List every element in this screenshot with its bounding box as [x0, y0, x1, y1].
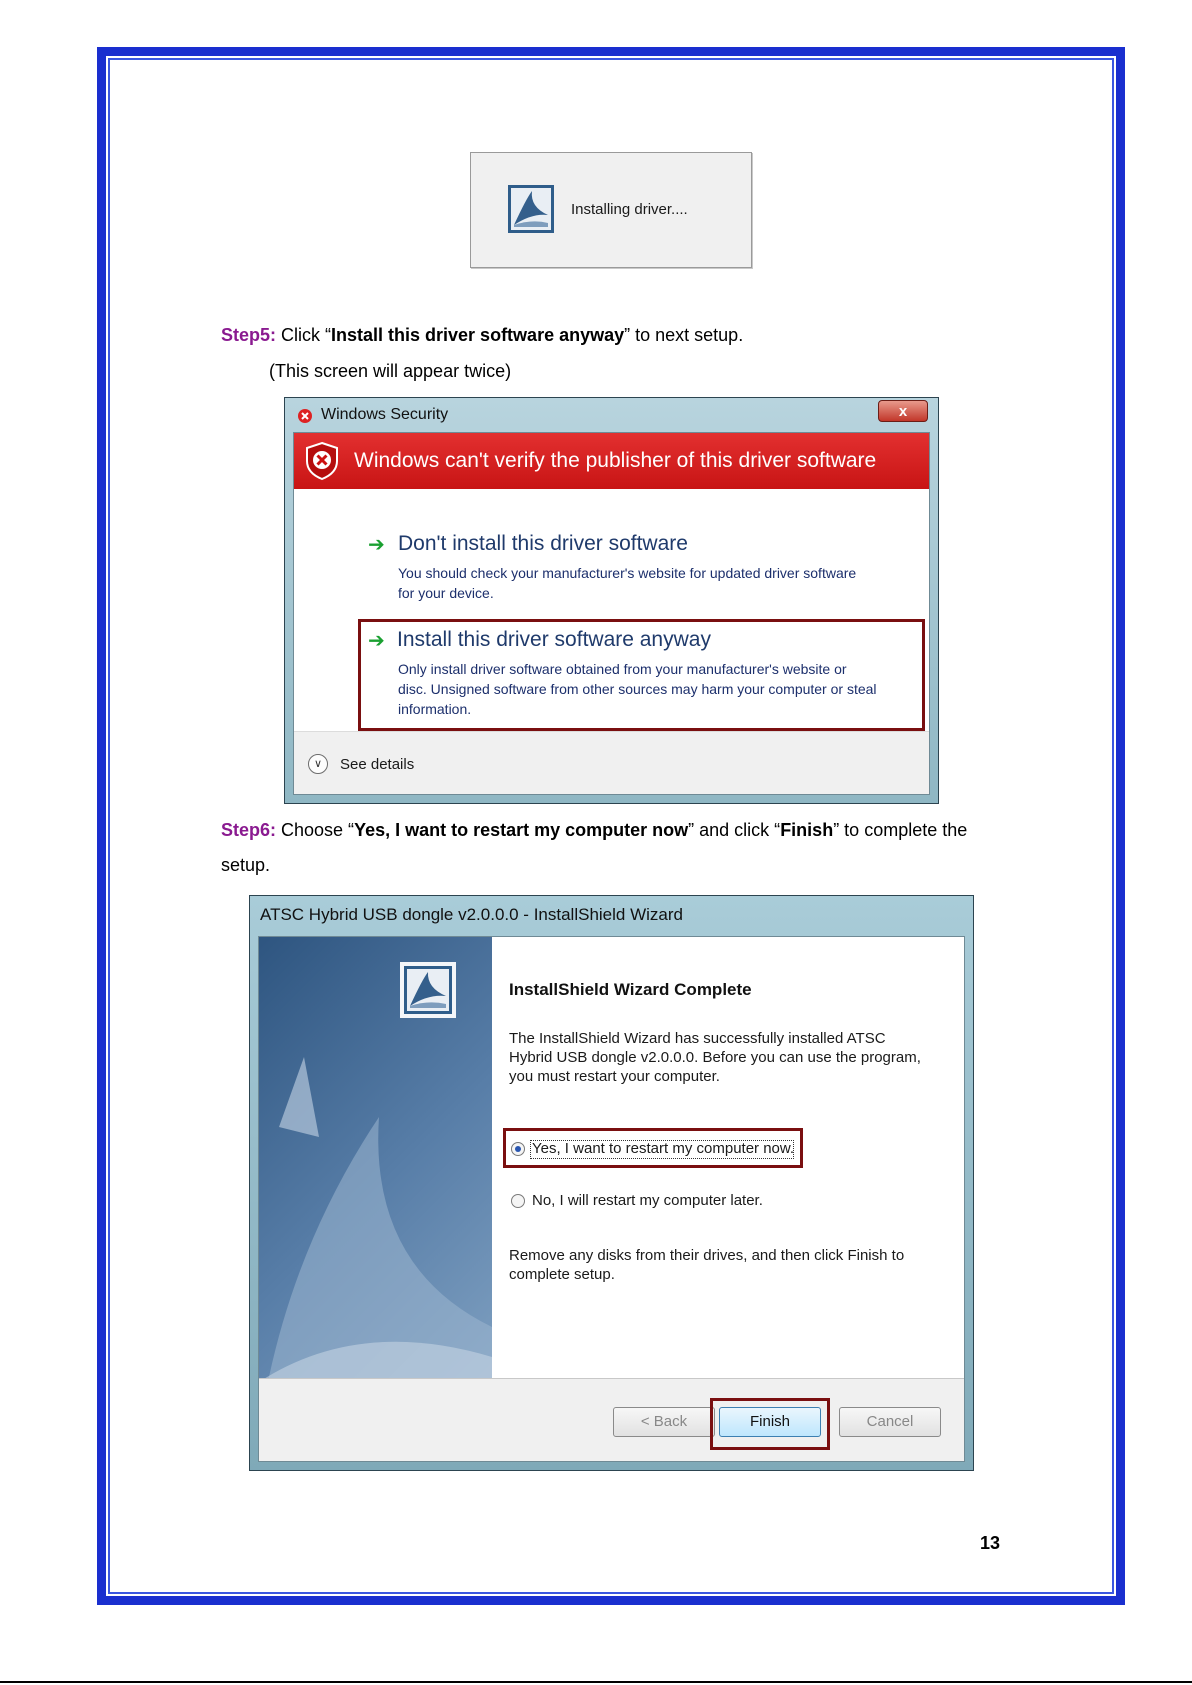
arrow-right-icon: ➔ [368, 630, 385, 652]
radio-restart-later[interactable] [511, 1194, 525, 1208]
wizard-side-banner [259, 937, 492, 1382]
radio-restart-later-label[interactable]: No, I will restart my computer later. [532, 1192, 763, 1209]
step6-pre: Choose “ [276, 820, 355, 840]
step5-note: (This screen will appear twice) [269, 361, 512, 381]
step6-post: ” to complete the [833, 820, 968, 840]
dialog-body [293, 432, 930, 795]
wizard-text-3: you must restart your computer. [509, 1068, 720, 1085]
dialog-title: Windows Security [321, 406, 449, 423]
finish-button[interactable]: Finish [719, 1407, 821, 1437]
shield-x-icon [304, 441, 340, 481]
warning-banner [294, 433, 929, 489]
wizard-text-2: Hybrid USB dongle v2.0.0.0. Before you can use the program, [509, 1049, 921, 1066]
see-details-link[interactable]: See details [340, 756, 415, 773]
step5-bold: Install this driver software anyway [331, 325, 625, 345]
install-anyway-option[interactable]: Install this driver software anyway [397, 628, 711, 651]
step6-continued: setup. [221, 855, 271, 875]
step6-bold-yes: Yes, I want to restart my computer now [354, 820, 689, 840]
radio-restart-now[interactable] [511, 1142, 525, 1156]
install-anyway-desc-3: information. [398, 701, 472, 717]
arrow-right-icon: ➔ [368, 534, 385, 556]
wizard-title: ATSC Hybrid USB dongle v2.0.0.0 - InstallShield Wizard [260, 905, 683, 924]
page-bottom-rule [0, 1681, 1192, 1683]
step5-label: Step5: [221, 325, 277, 345]
cancel-button[interactable]: Cancel [839, 1407, 941, 1437]
install-anyway-desc-1: Only install driver software obtained from your manufacturer's website or [398, 661, 847, 677]
installshield-wizard-window [249, 895, 974, 1471]
wizard-heading: InstallShield Wizard Complete [509, 980, 752, 999]
page-number: 13 [980, 1533, 1001, 1553]
install-anyway-desc-2: disc. Unsigned software from other sources may harm your computer or steal [398, 681, 877, 697]
back-button[interactable]: < Back [613, 1407, 715, 1437]
dialog-footer [294, 731, 929, 794]
installing-message: Installing driver.... [571, 201, 688, 218]
dont-install-desc-1: You should check your manufacturer's website for updated driver software [398, 565, 857, 581]
radio-restart-now-label[interactable]: Yes, I want to restart my computer now. [532, 1140, 795, 1157]
close-button[interactable]: x [878, 400, 928, 422]
security-warning-icon [297, 408, 313, 424]
chevron-down-icon[interactable]: ∨ [308, 754, 328, 774]
remove-disks-text-1: Remove any disks from their drives, and then click Finish to [509, 1247, 905, 1264]
banner-text: Windows can't verify the publisher of this driver software [354, 449, 877, 472]
wizard-body [258, 936, 965, 1462]
remove-disks-text-2: complete setup. [509, 1266, 615, 1283]
step6-mid: ” and click “ [688, 820, 781, 840]
step6-bold-finish: Finish [780, 820, 834, 840]
step6-label: Step6: [221, 820, 277, 840]
installing-driver-popup [470, 152, 752, 268]
installshield-logo-icon [400, 962, 456, 1018]
wizard-text-1: The InstallShield Wizard has successfully installed ATSC [509, 1030, 886, 1047]
dont-install-desc-2: for your device. [398, 585, 494, 601]
step6-instruction [221, 820, 967, 841]
step5-post: ” to next setup. [624, 325, 744, 345]
installer-logo-icon [508, 185, 554, 233]
wizard-side-art [259, 937, 492, 1382]
wizard-footer [259, 1378, 964, 1461]
dont-install-option[interactable]: Don't install this driver software [398, 532, 688, 555]
windows-security-dialog [284, 397, 939, 804]
step5-instruction [221, 325, 743, 346]
step5-pre: Click “ [276, 325, 332, 345]
